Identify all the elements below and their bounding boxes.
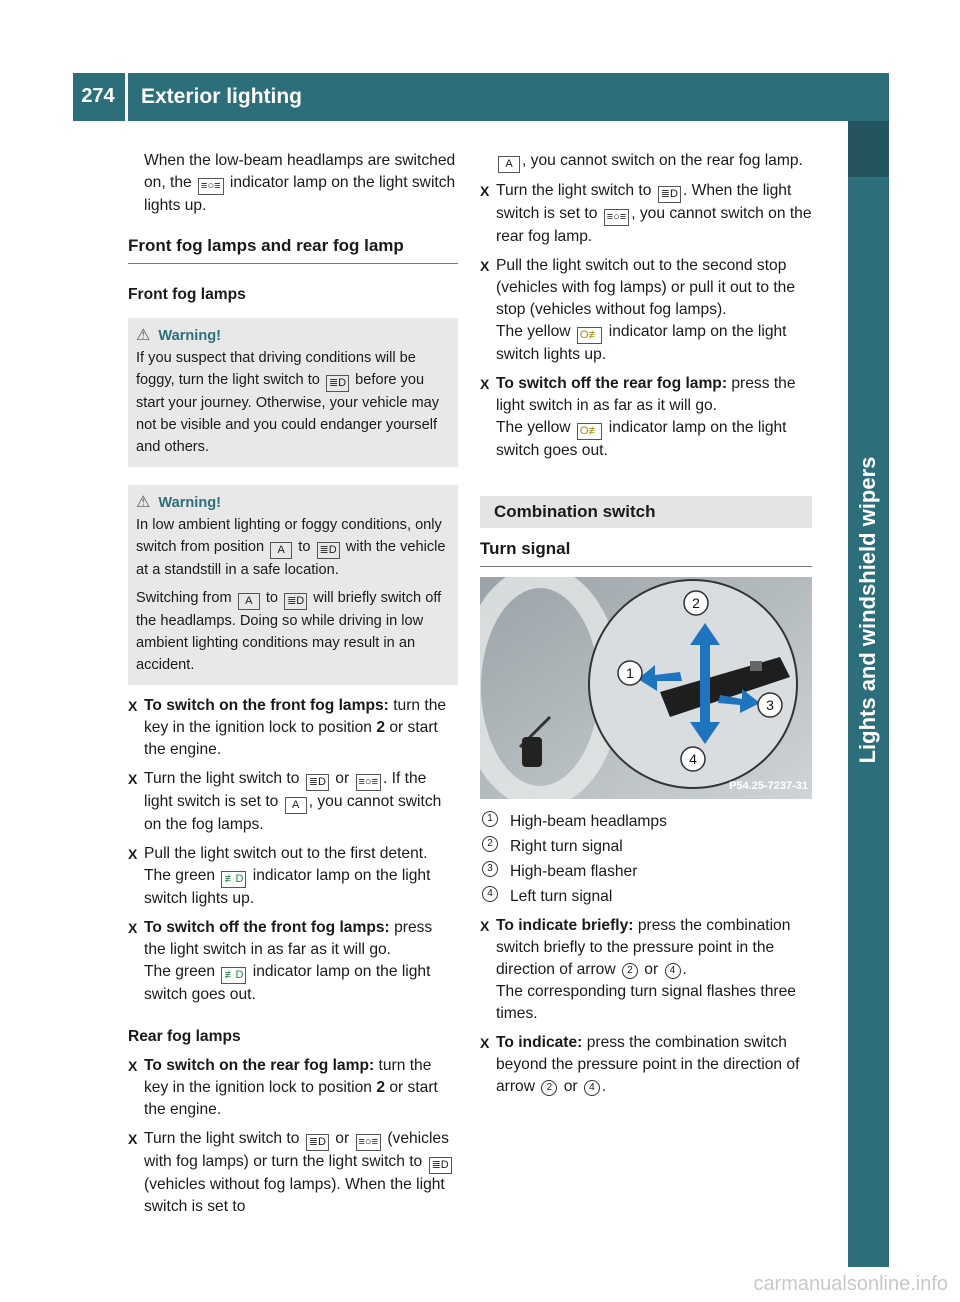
warning-box: ⚠ Warning! In low ambient lighting or foggy conditions, only switch from position A to ≣D with the vehicle at a standstill in a safe location. Switching from A to ≣D will briefly switch off the headlamps. Doing so while driving in low ambient lighting conditions may result in an accident. (128, 485, 458, 685)
intro-paragraph: When the low-beam headlamps are switched on, the ≡○≡ indicator lamp on the light switch lights up. (144, 152, 456, 214)
list-item: X Turn the light switch to ≣D . When the light switch is set to ≡○≡ , you cannot switch on the rear fog lamp. (480, 182, 812, 245)
front-fog-steps (128, 695, 458, 1006)
rear-fog-steps (128, 1055, 458, 1218)
low-beam-symbol: ≣D (326, 375, 349, 392)
list-item: X Turn the light switch to ≣D or ≡○≡ . If the light switch is set to A , you cannot switch on the fog lamps. (128, 770, 442, 833)
list-item: X Pull the light switch out to the first detent. The green ≢D indicator lamp on the light switch lights up. (128, 845, 431, 907)
low-beam-symbol: ≣D (317, 542, 340, 559)
continuation-text: A , you cannot switch on the rear fog lamp. (480, 150, 812, 173)
list-item: X To indicate briefly: press the combination switch briefly to the pressure point in the direction of arrow 2 or 4 . The corresponding turn signal flashes three times. (480, 917, 796, 1022)
legend-item: 3 High-beam flasher (480, 861, 812, 883)
list-item: X To switch off the rear fog lamp: press the light switch in as far as it will go. The yellow O≢ indicator lamp on the light switch goes out. (480, 375, 796, 459)
callout-1: 1 (626, 665, 634, 681)
figure-legend (480, 811, 812, 908)
subheading-rear-fog: Rear fog lamps (128, 1028, 241, 1045)
turn-signal-heading: Turn signal (480, 538, 812, 567)
callout-3: 3 (766, 697, 774, 713)
watermark: carmanualsonline.info (753, 1273, 948, 1295)
left-column (128, 150, 458, 1218)
list-item: X To switch on the front fog lamps: turn the key in the ignition lock to position 2 or start the engine. (128, 697, 447, 758)
chapter-title: Lights and windshield wipers (855, 456, 880, 764)
callout-2: 2 (692, 595, 700, 611)
front-fog-symbol: ≢D (221, 871, 246, 888)
section-title: Exterior lighting (141, 85, 303, 108)
legend-item: 4 Left turn signal (480, 886, 812, 908)
parking-lamp-symbol: ≡○≡ (198, 178, 223, 195)
callout-4: 4 (689, 751, 697, 767)
section-heading: Front fog lamps and rear fog lamp (128, 235, 458, 264)
figure-caption: P54.25-7237-31 (729, 780, 808, 792)
subheading-front-fog: Front fog lamps (128, 286, 246, 303)
low-beam-symbol: ≣D (284, 593, 307, 610)
warning-box: ⚠ Warning! If you suspect that driving conditions will be foggy, turn the light switch to ≣D before you start your journey. Otherwise, your vehicle may not be visible and you could endanger yourself and others. (128, 318, 458, 467)
legend-item: 1 High-beam headlamps (480, 811, 812, 833)
list-item: X Pull the light switch out to the second stop (vehicles with fog lamps) or pull it out to the stop (vehicles without fog lamps). The yellow O≢ indicator lamp on the light switch lights up. (480, 257, 796, 363)
page-number: 274 (81, 85, 115, 107)
list-item: X Turn the light switch to ≣D or ≡○≡ (vehicles with fog lamps) or turn the light switch to ≣D (vehicles without fog lamps). When the light switch is set to (128, 1128, 458, 1218)
combination-switch-heading: Combination switch (480, 496, 812, 528)
combination-switch-illustration (480, 577, 812, 799)
chapter-tab (848, 121, 889, 177)
list-item: X To switch on the rear fog lamp: turn the key in the ignition lock to position 2 or start the engine. (128, 1057, 438, 1118)
warning-triangle-icon: ⚠ (136, 327, 151, 344)
right-column (480, 150, 812, 1098)
turn-signal-steps (480, 915, 812, 1098)
warning-triangle-icon: ⚠ (136, 494, 151, 511)
list-item: X To indicate: press the combination switch beyond the pressure point in the direction of arrow 2 or 4 . (480, 1034, 800, 1095)
auto-symbol: A (270, 542, 292, 559)
header-separator (125, 73, 128, 121)
combination-switch-figure (480, 577, 812, 799)
rear-fog-steps-continued (480, 180, 812, 462)
legend-item: 2 Right turn signal (480, 836, 812, 858)
rear-fog-symbol: O≢ (577, 327, 603, 344)
auto-symbol: A (238, 593, 260, 610)
list-item: X To switch off the front fog lamps: press the light switch in as far as it will go. The green ≢D indicator lamp on the light switch goes out. (128, 919, 433, 1003)
